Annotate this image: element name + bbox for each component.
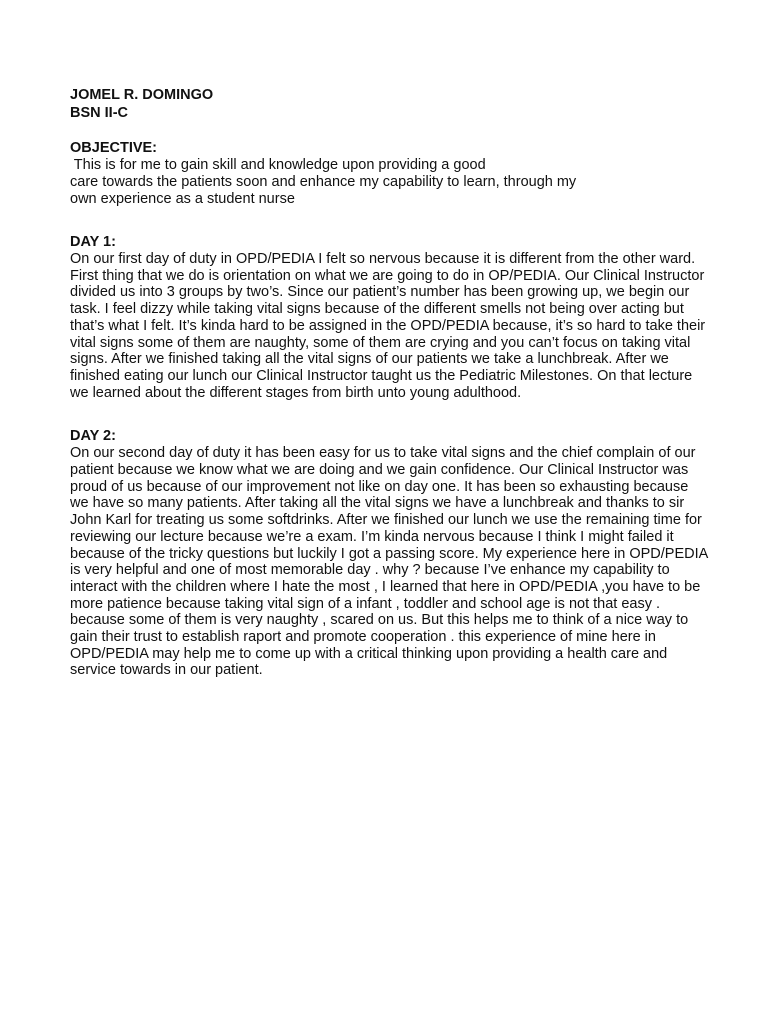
day1-section [70, 234, 710, 401]
objective-line: care towards the patients soon and enhance my capability to learn, through my [70, 174, 577, 190]
course-section: BSN II-C [70, 105, 128, 121]
day1-heading: DAY 1: [70, 234, 116, 250]
author-name: JOMEL R. DOMINGO [70, 87, 214, 103]
day2-section [70, 428, 710, 679]
day2-heading: DAY 2: [70, 428, 116, 445]
objective-section [70, 140, 710, 208]
day2-body: On our second day of duty it has been easy for us to take vital signs and the chief complain of our patient because we know what we are doing and we gain confidence. Our Clinical Instructor was proud of us because of our improvement not like on day one. It has been so exhausting because we have so many patients. After taking all the vital signs we have a lunchbreak and thanks to sir John Karl for treating us some softdrinks. After we finished our lunch we use the remaining time for reviewing our lecture because we’re a exam. I’m kinda nervous because I think I might failed it because of the tricky questions but luckily I got a passing score. My experience here in OPD/PEDIA is very helpful and one of most memorable day . why ? because I’ve enhance my capability to interact with the children where I hate the most , I learned that here in OPD/PEDIA ,you have to be more patience because taking vital sign of a infant , toddler and school age is not that easy . because some of them is very naughty , scared on us. But this helps me to think of a nice way to gain their trust to establish raport and promote cooperation . this experience of mine here in OPD/PEDIA may help me to come up with a critical thinking upon providing a health care and service towards in our patient. [70, 445, 708, 679]
document-page [70, 86, 710, 679]
objective-line: This is for me to gain skill and knowledge upon providing a good [70, 157, 486, 173]
objective-heading: OBJECTIVE: [70, 140, 158, 156]
author-block [70, 86, 710, 122]
objective-line: own experience as a student nurse [70, 191, 295, 207]
day1-body: On our first day of duty in OPD/PEDIA I felt so nervous because it is different from the other ward. First thing that we do is orientation on what we are going to do in OP/PEDIA. Our Clinical Instructor divided us into 3 groups by two’s. Since our patient’s number has been growing up, we begin our task. I feel dizzy while taking vital signs because of the different smells not being over acting but that’s what I felt. It’s kinda hard to be assigned in the OPD/PEDIA because, it’s so hard to take their vital signs some of them are naughty, some of them are crying and you can’t focus on taking vital signs. After we finished taking all the vital signs of our patients we take a lunchbreak. After we finished eating our lunch our Clinical Instructor taught us the Pediatric Milestones. On that lecture we learned about the different stages from birth unto young adulthood. [70, 251, 706, 401]
